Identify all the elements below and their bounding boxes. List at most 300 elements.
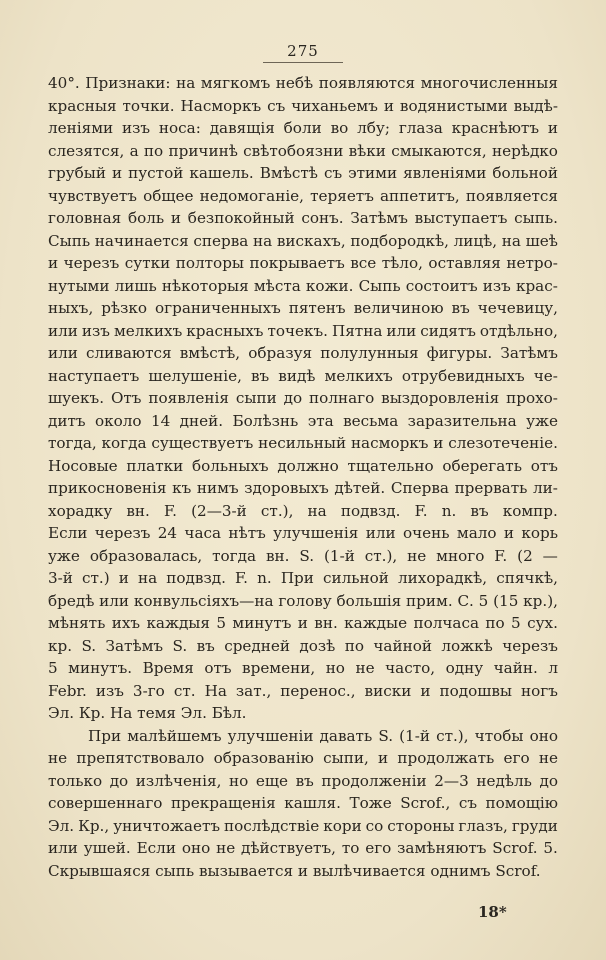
word: (15 [493,591,519,610]
word: сперва [193,231,249,250]
word: мало [456,524,497,542]
text-line [48,725,558,748]
word: въ [196,636,215,655]
word: черезъ [502,636,558,655]
word: отъ [204,659,232,677]
word: въ [451,299,470,317]
word: около [94,411,142,430]
text-line [48,500,558,523]
word: чайной [373,636,432,655]
word: покрываетъ [249,254,345,272]
word: грубый [48,164,106,182]
word: кашля. [284,794,341,812]
text-line [48,252,558,275]
word: начинается [94,231,189,250]
word: подвзд. [166,569,226,587]
text-line [48,365,558,388]
word: только [48,771,103,790]
word: лицѣ, [453,231,498,250]
text-line [48,72,558,95]
word: фигуры. [426,344,493,362]
word: перенос., [280,681,356,700]
word: лихорадкѣ, [398,569,488,587]
word: давать [319,726,373,745]
text-line [48,95,558,118]
text-line [48,522,558,545]
word: и [420,681,431,700]
word: С. [457,591,474,610]
word: этими [348,164,398,182]
word: Насморкъ [180,96,262,115]
word: платки [126,456,184,475]
word: ст. [173,681,196,700]
word: чтобы [474,726,524,745]
word: недомоганіе, [199,186,304,205]
word: S. [172,636,188,655]
word: 14 [150,411,171,430]
word: ст.) [82,569,110,587]
word: боли [283,119,322,137]
word: S. [81,636,97,655]
word: красныя [48,96,117,115]
word: въ [251,366,270,385]
word: и [547,119,558,137]
word: отдѣльно, [479,321,558,340]
word: (1-й [399,726,430,745]
word: сыпи [235,389,277,407]
word: S. [378,726,394,745]
word: несильный [258,434,347,452]
word: тѣло, [381,254,423,272]
word: сильной [323,569,389,587]
word: дѣтей. [334,479,386,497]
word: не [216,839,236,857]
word: каждые [344,614,408,632]
word: чувствуетъ [48,186,137,205]
word: 2—3 [434,771,469,790]
word: весьма [343,411,399,430]
word: мѣнять [48,614,106,632]
word: (1-й [323,546,355,565]
word: На [204,681,227,700]
word: точки. [122,96,175,115]
word: во [330,119,349,137]
text-line [48,140,558,163]
word: ограниченныхъ [155,299,281,317]
word: спячкѣ, [496,569,558,587]
word: Признаки: [85,74,171,92]
word: улучшеніи [227,726,314,745]
word: Носовые [48,456,118,475]
word: 40°. [48,74,80,92]
word: F. [164,501,177,520]
word: минутъ. [68,659,133,677]
word: кр. [48,636,73,655]
word: вн. [314,614,338,632]
word: часа [184,524,222,542]
word: и [111,164,123,182]
word: ихъ [111,614,141,632]
word: шуекъ. [48,389,105,407]
text-line [48,477,558,500]
word: или [48,839,78,857]
word: шелушеніе, [148,366,242,385]
word: образовалась, [89,546,203,565]
word: Время [142,659,194,677]
word: оберегать [442,456,522,475]
word: 3-й [48,569,73,587]
word: полулунныя [320,344,419,362]
page-number: 275 [287,42,319,60]
word: аппетитъ, [380,186,460,205]
word: съ [267,96,286,115]
word: эта [307,411,334,430]
word: наступаетъ [48,366,140,385]
word: прохо- [506,389,558,407]
text-line [48,612,558,635]
word: ст.), [260,501,294,520]
word: крас- [515,276,558,295]
word: и [118,569,129,587]
word: конвульсіяхъ—на [133,591,274,610]
word: Сыпь [48,231,91,250]
word: Затѣмъ [105,636,164,655]
word: недѣль [476,771,532,790]
word: явленіями [403,164,487,182]
word: n. [441,501,457,520]
word: Кр., [78,816,110,835]
word: изъ [482,276,511,295]
word: глазъ, [458,816,508,835]
word: F. [414,501,428,520]
text-line [48,432,558,455]
text-line [48,320,558,343]
word: чиханьемъ [291,96,378,115]
word: прим. [406,591,453,610]
word: смыкаются, [391,141,487,160]
word: одну [445,659,484,677]
text-line [48,590,558,613]
word: Тоже [349,794,392,812]
word: не [48,749,68,767]
word: не [407,546,427,565]
word: рѣзко [101,299,148,317]
word: оставляя [428,254,501,272]
word: улучшенія [273,524,359,542]
word: бредѣ [48,591,95,610]
word: образованію [213,749,314,767]
word: 24 [157,524,178,542]
text-line [48,815,558,838]
word: чечевицу, [477,299,558,317]
word: ли- [533,479,558,497]
word: къ [172,479,192,497]
word: свѣтобоязни [243,141,344,160]
word: мѣста [253,276,301,295]
word: чайн. [493,659,538,677]
word: или [48,321,78,340]
text-line [48,117,558,140]
text-line [48,410,558,433]
text-line [48,657,558,680]
word: голову [278,591,332,610]
word: или [48,344,78,362]
text-line [48,387,558,410]
word: появляются [318,74,416,92]
word: компр. [502,501,558,520]
word: больной [492,164,558,182]
word: когда [101,434,147,452]
word: вискахъ, [276,231,346,250]
word: F. [235,569,249,587]
word: пустой [128,164,184,182]
word: на [307,501,327,520]
word: сливаются [86,344,172,362]
word: не [538,749,558,767]
word: При [88,726,122,745]
word: виски [364,681,412,700]
word: (2—3-й [191,501,247,520]
word: полнаго [309,389,375,407]
word: отрубевидныхъ [401,366,525,385]
word: Болѣзнь [232,411,299,430]
text-line [48,567,558,590]
word: послѣдствіе [224,816,320,835]
word: сидятъ [420,321,476,340]
word: F. [494,546,508,565]
word: тогда [212,546,257,565]
body-text [48,72,558,882]
word: дозѣ [299,636,336,655]
word: тогда, [48,434,97,452]
word: дней. [179,411,224,430]
word: ногъ [521,681,558,700]
word: не [355,659,375,677]
word: изъ [121,119,151,137]
word: все [350,254,377,272]
word: величиною [353,299,444,317]
word: на [138,569,158,587]
text-line [48,860,558,883]
word: нетро- [506,254,558,272]
word: очень [402,524,450,542]
word: полторы [175,254,245,272]
word: выдѣ- [513,96,558,115]
word: кашель. [189,164,254,182]
word: видѣ [278,366,316,385]
word: его [503,749,530,767]
word: нѣкоторыя [161,276,249,295]
word: S. [299,546,315,565]
word: минутъ [232,614,292,632]
word: изъ [95,681,124,700]
word: въ [470,501,489,520]
word: Febr. [48,681,87,700]
word: слезятся, [48,141,125,160]
word: 5 [511,614,521,632]
word: Scrof. [492,839,538,857]
word: продолженіи [321,771,427,790]
word: времени, [242,659,316,677]
word: лишь [114,276,157,295]
word: часто, [385,659,436,677]
word: небѣ [275,74,314,92]
word: по [344,636,364,655]
word: но [229,771,249,790]
word: 5. [543,839,558,857]
word: дѣйствуетъ, [241,839,336,857]
word: дитъ [48,411,86,430]
word: безпокойный [187,209,295,227]
word: много [436,546,485,565]
word: и [503,524,515,542]
word: больныхъ [191,456,269,475]
text-line-content: Эл. Кр. На темя Эл. Бѣл. [48,704,247,722]
word: сыпи, [323,749,369,767]
word: и [170,209,182,227]
word: кори [323,816,362,835]
text-line [48,635,558,658]
word: головная [48,209,122,227]
word: уже [48,546,80,565]
word: теряетъ [310,186,374,205]
word: Затѣмъ [500,344,558,362]
word: нимъ [196,479,239,497]
word: мелкихъ [324,366,393,385]
word: общее [143,186,194,205]
word: Сыпь [358,276,401,295]
word: прикосновенія [48,479,167,497]
word: Сперва [390,479,449,497]
word: черезъ [94,524,151,542]
word: нутыми [48,276,110,295]
word: отъ [530,456,558,475]
word: 3-го [132,681,165,700]
word: каждыя [146,614,210,632]
word: стороны [387,816,455,835]
word: водянистыми [399,96,508,115]
word: или [386,321,417,340]
word: должно [277,456,339,475]
text-line [48,545,558,568]
word: состоитъ [405,276,478,295]
word: ныхъ, [48,299,94,317]
word: Если [136,839,176,857]
word: малѣйшемъ [127,726,222,745]
word: на [501,231,521,250]
text-line [48,230,558,253]
word: еще [255,771,289,790]
word: Пятна [331,321,383,340]
word: леніями [48,119,114,137]
word: до [283,389,303,407]
word: — [542,546,558,565]
word: до [109,771,129,790]
word: оно [181,839,211,857]
text-line [48,185,558,208]
word: ложкѣ [441,636,493,655]
word: или [99,591,130,610]
text-line [48,747,558,770]
word: Затѣмъ [350,209,408,227]
word: че- [533,366,558,385]
word: Вмѣстѣ [259,164,318,182]
text-line [48,702,558,725]
word: зат., [235,681,272,700]
word: подбородкѣ, [350,231,449,250]
word: ушей. [83,839,131,857]
word: кр.), [523,591,558,610]
text-line [48,297,558,320]
word: Если [48,524,88,542]
word: выздоровленія [381,389,500,407]
word: кожи. [305,276,354,295]
word: мелкихъ [113,321,183,340]
word: здоровыхъ [244,479,329,497]
word: и [48,254,59,272]
word: до [539,771,558,790]
word: появленія [148,389,229,407]
word: образуя [248,344,313,362]
word: шеѣ [525,231,558,250]
word: а [129,141,139,160]
word: подвзд. [340,501,401,520]
text-line [48,275,558,298]
word: существуетъ [151,434,254,452]
word: оно [529,726,558,745]
word: подошвы [439,681,512,700]
word: продолжать [397,749,495,767]
word: Отъ [110,389,142,407]
word: пятенъ [288,299,346,317]
word: заразительна [407,411,517,430]
word: ст.), [436,726,469,745]
word: Эл. [48,816,75,835]
word: 5 [216,614,227,632]
word: на [176,74,196,92]
word: ст.), [364,546,398,565]
word: сух. [527,614,558,632]
word: и [383,96,394,115]
word: съ [458,794,477,812]
word: давящія [209,119,275,137]
word: и [378,749,389,767]
word: излѣченія, [135,771,222,790]
word: выступаетъ [414,209,508,227]
word: Scrof., [400,794,451,812]
word: изъ [81,321,110,340]
word: n. [257,569,272,587]
word: уничтожаетъ [113,816,221,835]
word: прекращенія [170,794,276,812]
word: хорадку [48,501,113,520]
word: но [325,659,345,677]
text-line [48,342,558,365]
word: насморкъ [350,434,429,452]
word: сутки [124,254,171,272]
word: прервать [454,479,528,497]
text-line-content: Скрывшаяся сыпь вызывается и вылѣчивается однимъ Scrof. [48,861,541,880]
word: то [341,839,360,857]
word: слезотеченіе. [448,434,558,452]
text-line [48,792,558,815]
word: полчаса [413,614,480,632]
word: точекъ. [267,321,328,340]
word: глаза [398,119,443,137]
text-line [48,770,558,793]
word: красныхъ [186,321,264,340]
word: замѣняютъ [397,839,487,857]
